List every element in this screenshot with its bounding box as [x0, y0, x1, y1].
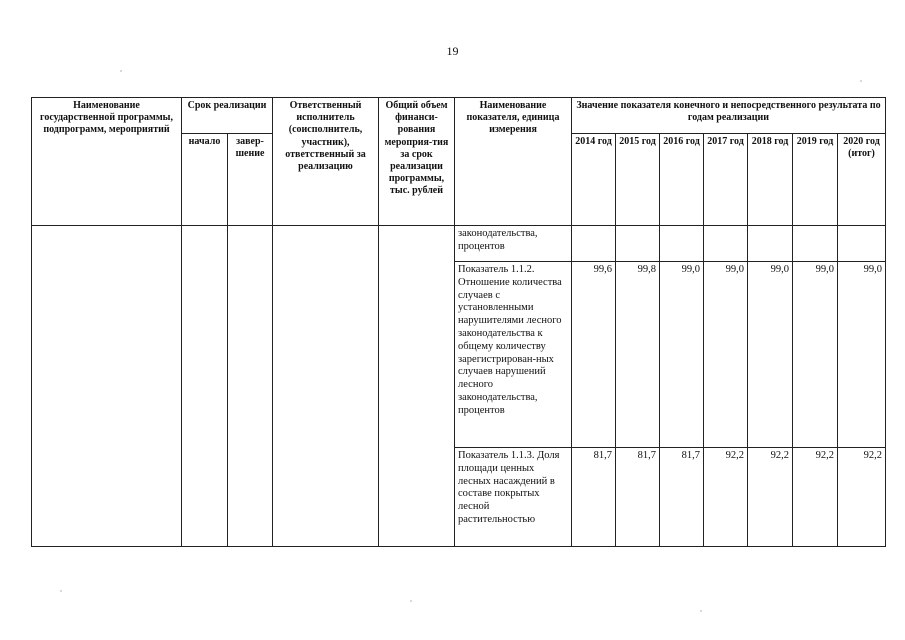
- header-year-2014: 2014 год: [572, 134, 616, 226]
- value-cell: 92,2: [838, 448, 886, 547]
- value-cell: 99,0: [838, 262, 886, 448]
- value-cell: 81,7: [616, 448, 660, 547]
- scan-speck: [410, 600, 412, 602]
- value-cell: 99,0: [660, 262, 704, 448]
- value-cell: 92,2: [748, 448, 793, 547]
- value-cell: 81,7: [660, 448, 704, 547]
- header-year-2019: 2019 год: [793, 134, 838, 226]
- indicator-cell: Показатель 1.1.2. Отношение количества случаев с установленными нарушителями лесного законодательства к общему количеству зарегистрирован-ных случаев нарушений лесного законодательства, процентов: [455, 262, 572, 448]
- value-cell: [793, 226, 838, 262]
- header-executor: Ответственный исполнитель (соисполнитель, участник), ответственный за реализацию: [273, 98, 379, 226]
- header-year-2018: 2018 год: [748, 134, 793, 226]
- header-term: Срок реализации: [182, 98, 273, 134]
- value-cell: 99,0: [748, 262, 793, 448]
- value-cell: [704, 226, 748, 262]
- funding-cell: [379, 226, 455, 547]
- indicator-cell: Показатель 1.1.3. Доля площади ценных лесных насаждений в составе покрытых лесной растительностью: [455, 448, 572, 547]
- header-indicator-name: Наименование показателя, единица измерения: [455, 98, 572, 226]
- executor-cell: [273, 226, 379, 547]
- value-cell: [616, 226, 660, 262]
- program-name-cell: [32, 226, 182, 547]
- header-year-2017: 2017 год: [704, 134, 748, 226]
- header-funding-volume: Общий объем финанси-рования мероприя-тия за срок реализации программы, тыс. рублей: [379, 98, 455, 226]
- value-cell: 99,6: [572, 262, 616, 448]
- scan-speck: [60, 590, 62, 592]
- scan-speck: [860, 80, 862, 82]
- value-cell: 92,2: [793, 448, 838, 547]
- header-year-2015: 2015 год: [616, 134, 660, 226]
- indicators-table: [31, 97, 886, 547]
- header-year-2020: 2020 год (итог): [838, 134, 886, 226]
- scan-speck: [120, 70, 122, 72]
- value-cell: 81,7: [572, 448, 616, 547]
- header-year-2016: 2016 год: [660, 134, 704, 226]
- header-end: завер-шение: [228, 134, 273, 226]
- value-cell: 99,0: [704, 262, 748, 448]
- value-cell: 99,8: [616, 262, 660, 448]
- table-row: [32, 226, 886, 262]
- value-cell: 92,2: [704, 448, 748, 547]
- header-values-by-year: Значение показателя конечного и непосредственного результата по годам реализации: [572, 98, 886, 134]
- value-cell: [660, 226, 704, 262]
- indicator-cell: законодательства, процентов: [455, 226, 572, 262]
- scan-speck: [700, 610, 702, 612]
- value-cell: [572, 226, 616, 262]
- header-start: начало: [182, 134, 228, 226]
- value-cell: 99,0: [793, 262, 838, 448]
- value-cell: [838, 226, 886, 262]
- start-cell: [182, 226, 228, 547]
- header-program-name: Наименование государственной программы, подпрограмм, мероприятий: [32, 98, 182, 226]
- value-cell: [748, 226, 793, 262]
- page-number: 19: [446, 44, 459, 58]
- end-cell: [228, 226, 273, 547]
